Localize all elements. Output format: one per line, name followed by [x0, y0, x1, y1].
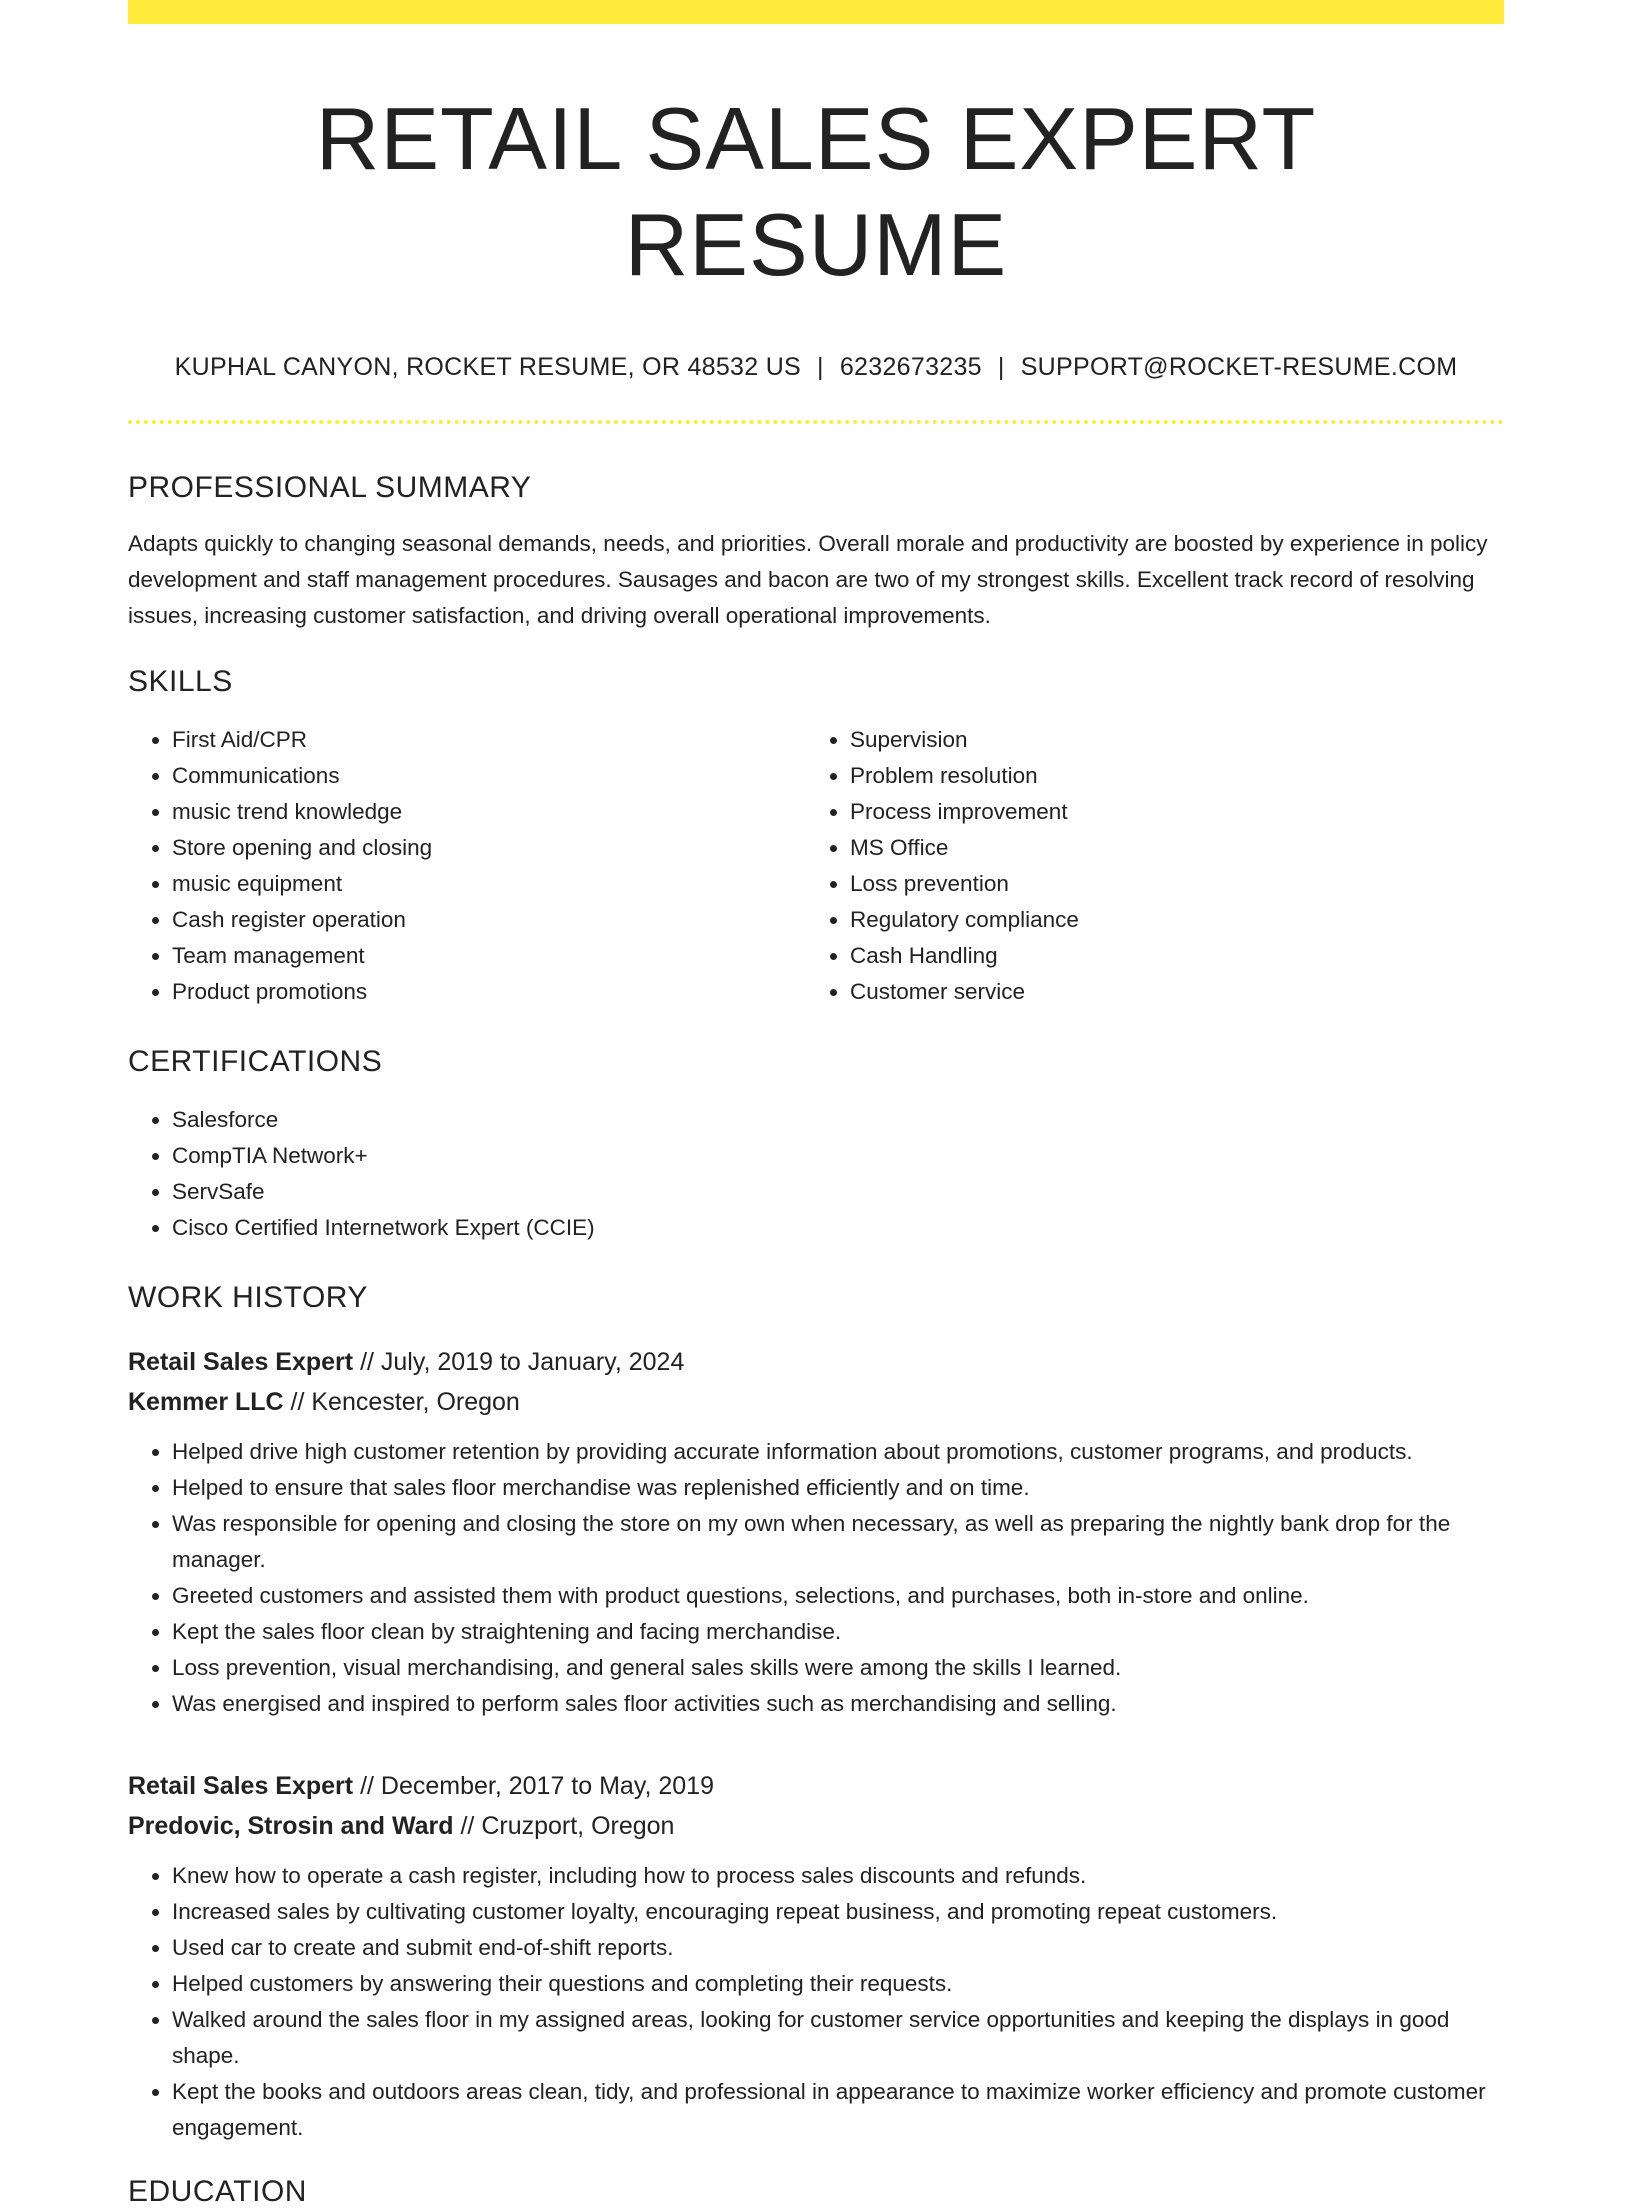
skills-list-left — [128, 722, 806, 1010]
skill-item: • Process improvement — [850, 794, 1484, 830]
certification-item: • Salesforce — [172, 1102, 1504, 1138]
skill-item: • Customer service — [850, 974, 1484, 1010]
duty-item: • Knew how to operate a cash register, including how to process sales discounts and refunds. — [172, 1858, 1504, 1894]
skill-item: • music trend knowledge — [172, 794, 806, 830]
skill-item: • Problem resolution — [850, 758, 1484, 794]
duty-item: • Helped to ensure that sales floor merchandise was replenished efficiently and on time. — [172, 1470, 1504, 1506]
job-entry — [128, 1766, 1504, 2146]
duty-item: • Kept the books and outdoors areas clean, tidy, and professional in appearance to maximize worker efficiency and promote customer engagement. — [172, 2074, 1504, 2146]
job-title-line — [128, 1342, 1504, 1382]
education-heading: EDUCATION — [128, 2175, 307, 2209]
skill-item: • Loss prevention — [850, 866, 1484, 902]
job-title-line — [128, 1766, 1504, 1806]
work-history-heading: WORK HISTORY — [128, 1281, 368, 1315]
duty-item: • Kept the sales floor clean by straightening and facing merchandise. — [172, 1614, 1504, 1650]
job-company-line — [128, 1806, 1504, 1846]
skill-item: • Cash Handling — [850, 938, 1484, 974]
skill-item: • Team management — [172, 938, 806, 974]
contact-separator: | — [817, 353, 824, 382]
contact-line — [128, 352, 1504, 382]
skill-item: • First Aid/CPR — [172, 722, 806, 758]
job-dates: // July, 2019 to January, 2024 — [353, 1348, 685, 1377]
skills-list-right — [806, 722, 1484, 1010]
skills-column-left — [128, 722, 806, 1010]
duty-item: • Was energised and inspired to perform sales floor activities such as merchandising and selling. — [172, 1686, 1504, 1722]
duty-item: • Greeted customers and assisted them with product questions, selections, and purchases, both in-store and online. — [172, 1578, 1504, 1614]
skill-item: • Communications — [172, 758, 806, 794]
job-company-line — [128, 1382, 1504, 1422]
certification-item: • CompTIA Network+ — [172, 1138, 1504, 1174]
job-role: Retail Sales Expert — [128, 1348, 354, 1377]
duty-item: • Walked around the sales floor in my assigned areas, looking for customer service opportunities and keeping the displays in good shape. — [172, 2002, 1504, 2074]
job-dates: // December, 2017 to May, 2019 — [353, 1772, 714, 1801]
duty-item: • Increased sales by cultivating customer loyalty, encouraging repeat business, and promoting repeat customers. — [172, 1894, 1504, 1930]
certification-item: • Cisco Certified Internetwork Expert (CCIE) — [172, 1210, 1504, 1246]
job-company: Kemmer LLC — [128, 1388, 284, 1417]
skill-item: • Cash register operation — [172, 902, 806, 938]
certifications-list — [128, 1102, 1504, 1246]
certifications-heading: CERTIFICATIONS — [128, 1045, 383, 1079]
duty-item: • Loss prevention, visual merchandising, and general sales skills were among the skills I learned. — [172, 1650, 1504, 1686]
contact-separator: | — [997, 353, 1005, 382]
skill-item: • Store opening and closing — [172, 830, 806, 866]
contact-address: KUPHAL CANYON, ROCKET RESUME, OR 48532 US — [174, 353, 802, 382]
contact-phone: 6232673235 — [839, 353, 982, 382]
skills-grid — [128, 722, 1504, 1010]
job-company: Predovic, Strosin and Ward — [128, 1812, 454, 1841]
work-history-list — [128, 1342, 1504, 2146]
job-entry — [128, 1342, 1504, 1722]
summary-heading: PROFESSIONAL SUMMARY — [128, 471, 532, 505]
dotted-divider — [128, 420, 1504, 424]
duty-item: • Used car to create and submit end-of-shift reports. — [172, 1930, 1504, 1966]
contact-email: SUPPORT@ROCKET-RESUME.COM — [1020, 353, 1458, 382]
resume-title: RETAIL SALES EXPERT RESUME — [315, 89, 1317, 294]
summary-text: Adapts quickly to changing seasonal demands, needs, and priorities. Overall morale and productivity are boosted by experience in policy development and staff management procedures. Sausages and bacon are two of my strongest skills. Excellent track record of resolving issues, increasing customer satisfaction, and driving overall operational improvements. — [128, 531, 1488, 629]
job-location: // Cruzport, Oregon — [453, 1812, 675, 1841]
resume-page — [128, 0, 1504, 2210]
skill-item: • Regulatory compliance — [850, 902, 1484, 938]
skills-column-right — [806, 722, 1484, 1010]
duty-item: • Was responsible for opening and closing the store on my own when necessary, as well as preparing the nightly bank drop for the manager. — [172, 1506, 1504, 1578]
duty-item: • Helped customers by answering their questions and completing their requests. — [172, 1966, 1504, 2002]
certification-item: • ServSafe — [172, 1174, 1504, 1210]
skill-item: • music equipment — [172, 866, 806, 902]
job-location: // Kencester, Oregon — [283, 1388, 520, 1417]
job-role: Retail Sales Expert — [128, 1772, 354, 1801]
job-duties-list — [128, 1858, 1504, 2146]
skill-item: • Product promotions — [172, 974, 806, 1010]
accent-bar — [128, 0, 1504, 24]
job-duties-list — [128, 1434, 1504, 1722]
skills-heading: SKILLS — [128, 665, 233, 699]
skill-item: • MS Office — [850, 830, 1484, 866]
skill-item: • Supervision — [850, 722, 1484, 758]
duty-item: • Helped drive high customer retention by providing accurate information about promotions, customer programs, and products. — [172, 1434, 1504, 1470]
